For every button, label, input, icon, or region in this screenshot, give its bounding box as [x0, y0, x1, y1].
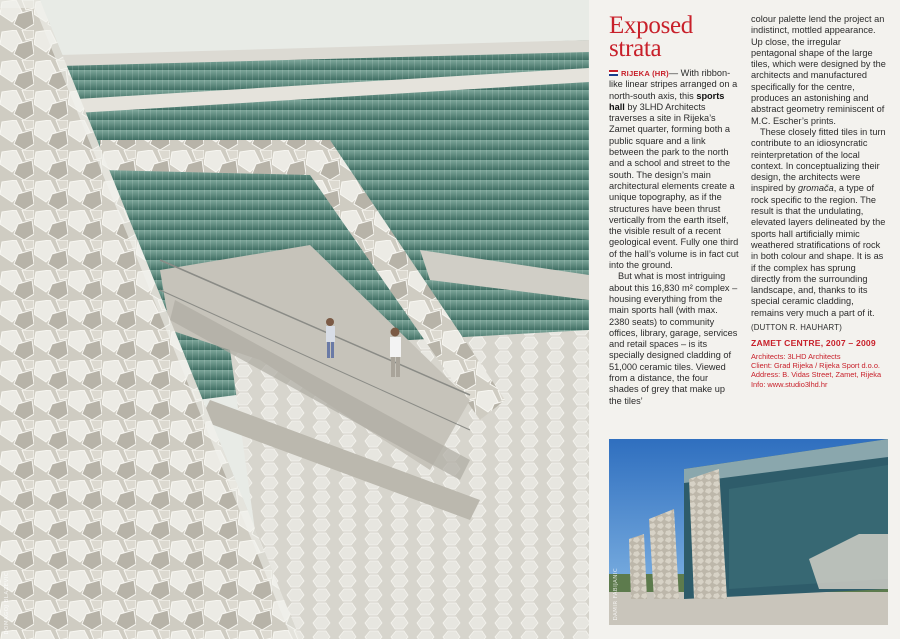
fact-info: Info: www.studio3lhd.hr [751, 379, 828, 389]
location-label: RIJEKA (HR) [621, 69, 669, 78]
paragraph-1-text-a: — With ribbon-like linear stripes arranged on a north-south axis, this [609, 68, 738, 101]
paragraph-3 [751, 127, 887, 319]
paragraph-1-text-b: by 3LHD Architects traverses a site in Rijeka’s Zamet quarter, forming both a public square and a link between the park to the north and a school and street to the south. The design’s main architectural elements create a unique topography, as if the structures have been thrust vertically from the earth itself, the visible result of a recent geological event. Fully one third of the hall’s volume is in fact cut into the ground. [609, 101, 739, 271]
photo-credit: DAMIR FABIJANIC [613, 568, 619, 621]
article-headline [609, 14, 739, 60]
croatia-flag-icon [609, 70, 618, 76]
project-title: ZAMET CENTRE, 2007 – 2009 [751, 338, 876, 349]
paragraph-1 [609, 68, 739, 271]
paragraph-3-italic: gromača [797, 183, 834, 194]
fact-address: Address: B. Vidas Street, Zamet, Rijeka [751, 370, 882, 380]
paragraph-2: But what is most intriguing about this 16,830 m² complex – housing everything from the main sports hall (with max. 2380 seats) to community offices, library, garage, services and retail spaces – is its specially designed cladding of 51,000 ceramic tiles. Viewed from a distance, the four shades of grey that make up the tiles’ [609, 271, 738, 406]
secondary-photo-image [609, 439, 888, 625]
headline-line-1: Exposed [609, 12, 693, 39]
paragraph-1-bold: sports hall [609, 90, 725, 112]
fact-client: Client: Grad Rijeka / Rijeka Sport d.o.o. [751, 360, 880, 370]
paragraph-3-text-a: These closely fitted tiles in turn contribute to an idiosyncratic reinterpretation of the local context. In conceptualizing their design, the architects were inspired by [751, 126, 886, 194]
paragraph-2-continued: colour palette lend the project an indistinct, mottled appearance. Up close, the irregular pentagonal shape of the large tiles, which were designed by the architects and manufactured specifically for the centre, produces an astonishing and abstract geometry reminiscent of M.C. Escher’s prints. [751, 14, 886, 126]
author-byline: (DUTTON R. HAUHART) [751, 323, 843, 333]
photo-credit: DOMAGOJ BLAZEVIC [4, 572, 10, 635]
article-column-1 [609, 14, 739, 407]
project-facts [751, 352, 887, 389]
fact-architects: Architects: 3LHD Architects [751, 351, 841, 361]
article-column-2 [751, 14, 887, 389]
secondary-photo [609, 439, 888, 625]
paragraph-3-text-b: , a type of rock specific to the region. The result is that the undulating, elevated layers delineated by the sports hall artificially mimic weathered stratifications of rock in both colour and shape. It is as if the complex has sprung directly from the surrounding landscape, and, thanks to its special ceramic cladding, remains very much a part of it. [751, 183, 886, 318]
headline-line-2: strata [609, 35, 662, 62]
